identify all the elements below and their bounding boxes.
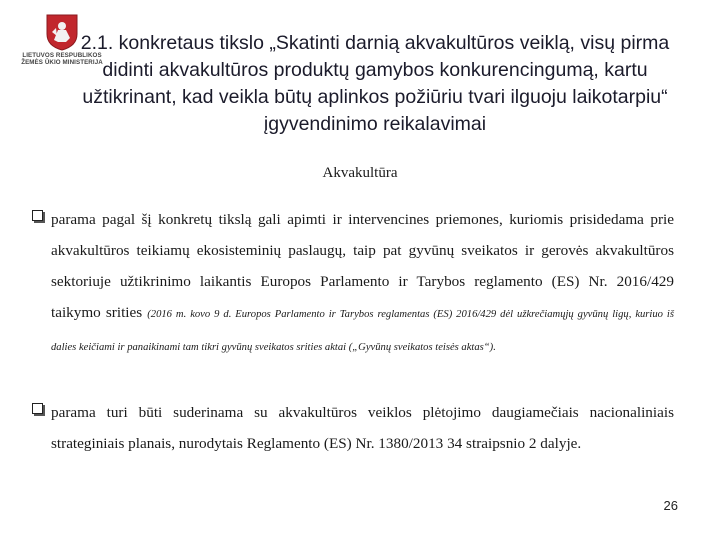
bullet-paragraph — [32, 204, 674, 363]
logo-line-1: LIETUVOS RESPUBLIKOS — [22, 52, 102, 59]
bullet-text: parama turi būti suderinama su akvakultūros veiklos plėtojimo daugiamečiais nacionaliniais strateginiais planais, nurodytais Reglamento (ES) Nr. 1380/2013 34 straipsnio 2 dalyje. — [51, 404, 674, 452]
bullet-item-2 — [32, 397, 674, 459]
bullet-item-1 — [32, 204, 674, 363]
page-number: 26 — [663, 498, 678, 513]
bullet-footnote: (2016 m. kovo 9 d. Europos Parlamento ir Tarybos reglamentas (ES) 2016/429 dėl užkrečiamųjų gyvūnų ligų, kuriuo iš dalies keičiami ir panaikinami tam tikri gyvūnų sveikatos srities aktai („Gyvūnų sveikatos teisės aktas“). — [51, 309, 674, 353]
checkbox-bullet-icon — [32, 210, 43, 221]
bullet-paragraph — [32, 397, 674, 459]
logo-line-2: ŽEMĖS ŪKIO MINISTERIJA — [21, 59, 103, 66]
bullet-text: parama pagal šį konkretų tikslą gali apimti ir intervencines priemones, kuriomis prisidedama prie akvakultūros teikiamų ekosisteminių paslaugų, taip pat gyvūnų sveikatos ir gerovės akvakultūros sektoriuje užtikrinimo laikantis Europos Parlamento ir Tarybos reglamento (ES) Nr. 2016/429 taikymo srities — [51, 211, 674, 321]
section-subtitle: Akvakultūra — [322, 165, 398, 181]
slide-title: 2.1. konkretaus tikslo „Skatinti darnią akvakultūros veiklą, visų pirma didinti akvakultūros produktų gamybos konkurencingumą, kartu užtikrinant, kad veikla būtų aplinkos požiūriu tvari ilguoju laikotarpiu“ įgyvendinimo reikalavimai — [80, 32, 670, 135]
checkbox-bullet-icon — [32, 403, 43, 414]
